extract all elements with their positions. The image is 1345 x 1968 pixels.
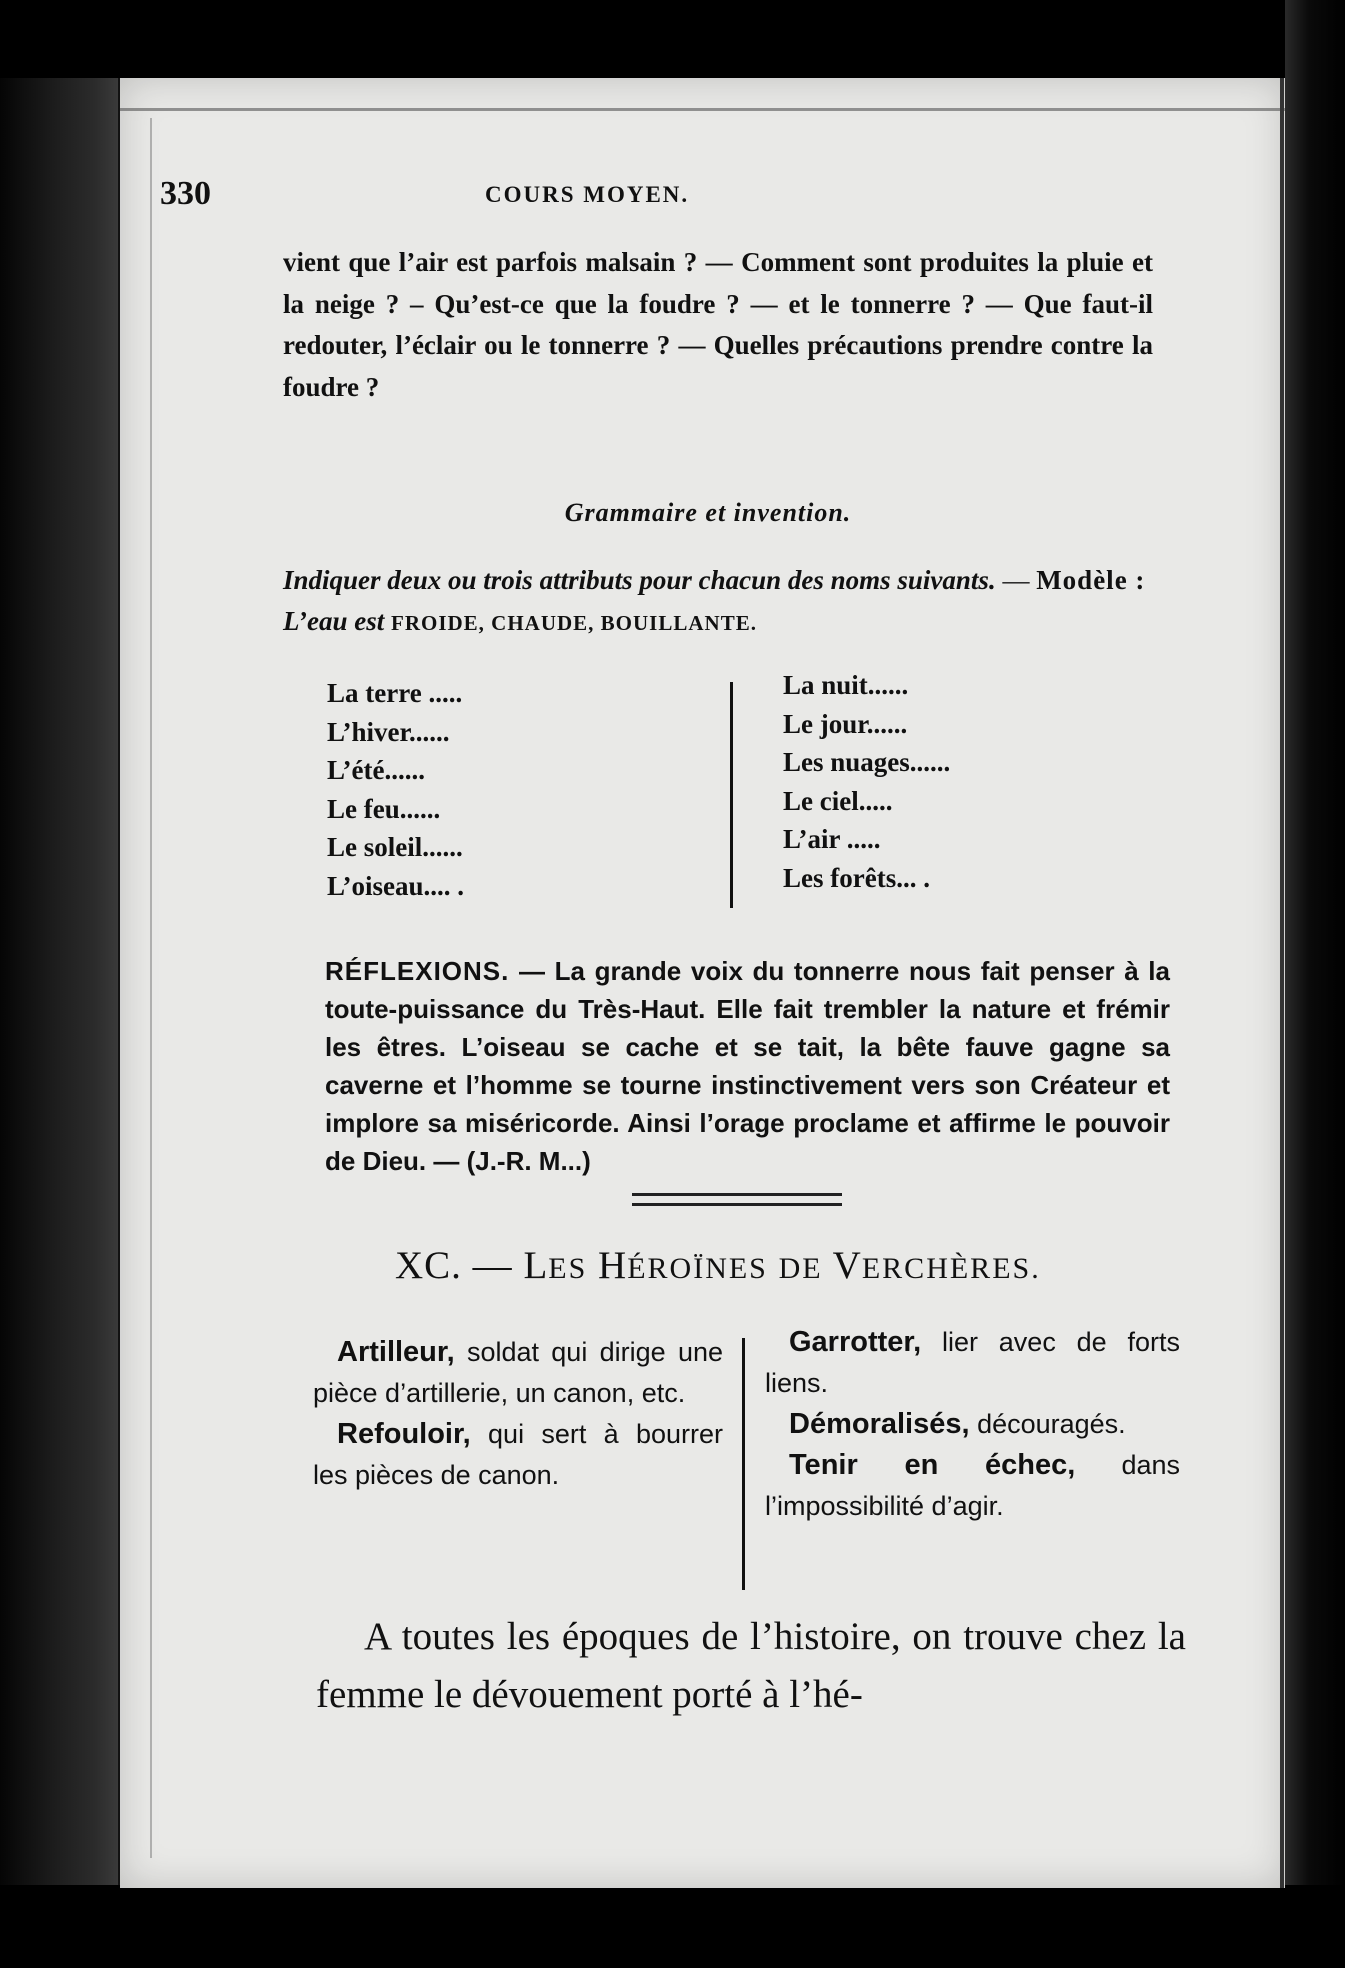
list-item: Le jour......: [783, 708, 908, 739]
column-divider: [742, 1338, 745, 1590]
column-divider: [730, 682, 733, 908]
title-part: ERCHÈRES.: [861, 1252, 1041, 1285]
page-fold-line: [1280, 78, 1284, 1888]
title-part: V: [832, 1244, 862, 1287]
chapter-number: XC. —: [395, 1244, 513, 1287]
title-part: ES: [548, 1252, 588, 1285]
gloss-definition: découragés.: [977, 1409, 1126, 1439]
list-item: L’été......: [327, 755, 425, 785]
gloss-entry: [765, 1445, 1180, 1527]
story-text: A toutes les époques de l’histoire, on trouve chez la femme le dévouement porté à l’hé-: [316, 1615, 1186, 1716]
gloss-entry: [313, 1414, 723, 1496]
running-head: COURS MOYEN.: [485, 182, 690, 207]
list-item: La terre .....: [327, 678, 463, 708]
word-list-left: [327, 674, 464, 905]
double-rule-bottom: [632, 1203, 842, 1206]
list-item: Le ciel.....: [783, 785, 893, 816]
gloss-definition: lier avec de forts liens.: [765, 1327, 1180, 1398]
list-item: L’hiver......: [327, 716, 450, 747]
story-paragraph: [316, 1608, 1186, 1724]
title-part: H: [598, 1244, 628, 1287]
reflexions-text: — La grande voix du tonnerre nous fait penser à la toute-puissance du Très-Haut. Elle fait trembler la nature et frémir les êtres. L’oiseau se cache et se tait, la bête fauve gagne sa caverne et l’homme se tourne instinctivement vers son Créateur et implore sa miséricorde. Ainsi l’orage proclame et affirme le pouvoir de Dieu. — (J.-R. M...): [325, 956, 1170, 1176]
page-number: 330: [160, 175, 211, 212]
word-list-right: [783, 666, 950, 897]
chapter-title: [395, 1243, 1041, 1288]
list-item: Le feu......: [327, 793, 441, 824]
scan-bottom-border: [0, 1885, 1345, 1968]
title-part: ÉROÏNES: [627, 1252, 768, 1285]
list-item: Les forêts... .: [783, 862, 930, 893]
gloss-definition: qui sert à bourrer les pièces de canon.: [313, 1419, 723, 1490]
gloss-term: Garrotter,: [789, 1326, 922, 1358]
gloss-definition: soldat qui dirige une pièce d’artillerie, un canon, etc.: [313, 1337, 723, 1408]
title-part: DE: [778, 1252, 823, 1285]
questions-paragraph: vient que l’air est parfois malsain ? — Comment sont produites la pluie et la neige ? – Qu’est-ce que la foudre ? — et le tonnerre ? — Que faut-il redouter, l’éclair ou le tonnerre ? — Quelles précautions prendre contre la foudre ?: [283, 247, 1153, 402]
model-label: Modèle :: [1036, 565, 1146, 595]
list-item: Les nuages......: [783, 747, 951, 777]
title-part: L: [523, 1244, 549, 1287]
glossary-right: [765, 1322, 1180, 1527]
instruction-text: Indiquer deux ou trois attributs pour chacun des noms suivants.: [283, 565, 996, 595]
gloss-entry: [765, 1322, 1180, 1404]
model-example: L’eau est: [283, 606, 385, 636]
gloss-term: Artilleur,: [337, 1336, 455, 1368]
page-margin-line: [150, 118, 152, 1858]
reflexions-paragraph: [325, 952, 1170, 1180]
list-item: L’air .....: [783, 824, 881, 854]
binding-edge: [0, 0, 118, 1968]
gloss-definition: dans l’impossibilité d’agir.: [765, 1450, 1180, 1521]
reflexions-label: RÉFLEXIONS.: [325, 956, 510, 986]
gloss-term: Refouloir,: [337, 1418, 471, 1450]
grammar-instruction: Indiquer deux ou trois attributs pour chacun des noms suivants. — Modèle : L’eau est FROIDE, CHAUDE, BOUILLANTE.: [283, 565, 1146, 636]
gloss-entry: [765, 1404, 1180, 1445]
grammar-section-title: Grammaire et invention.: [564, 498, 852, 527]
list-item: La nuit......: [783, 670, 909, 700]
model-attributes: FROIDE, CHAUDE, BOUILLANTE.: [391, 611, 757, 635]
gloss-term: Démoralisés,: [789, 1408, 970, 1440]
gloss-entry: [313, 1332, 723, 1414]
list-item: L’oiseau.... .: [327, 870, 465, 901]
list-item: Le soleil......: [327, 832, 463, 862]
scan-right-border: [1285, 0, 1345, 1968]
double-rule-top: [632, 1193, 842, 1196]
page-edge-line: [120, 108, 1285, 111]
gloss-term: Tenir en échec,: [789, 1449, 1076, 1481]
scan-top-border: [0, 0, 1345, 78]
glossary-left: [313, 1332, 723, 1496]
